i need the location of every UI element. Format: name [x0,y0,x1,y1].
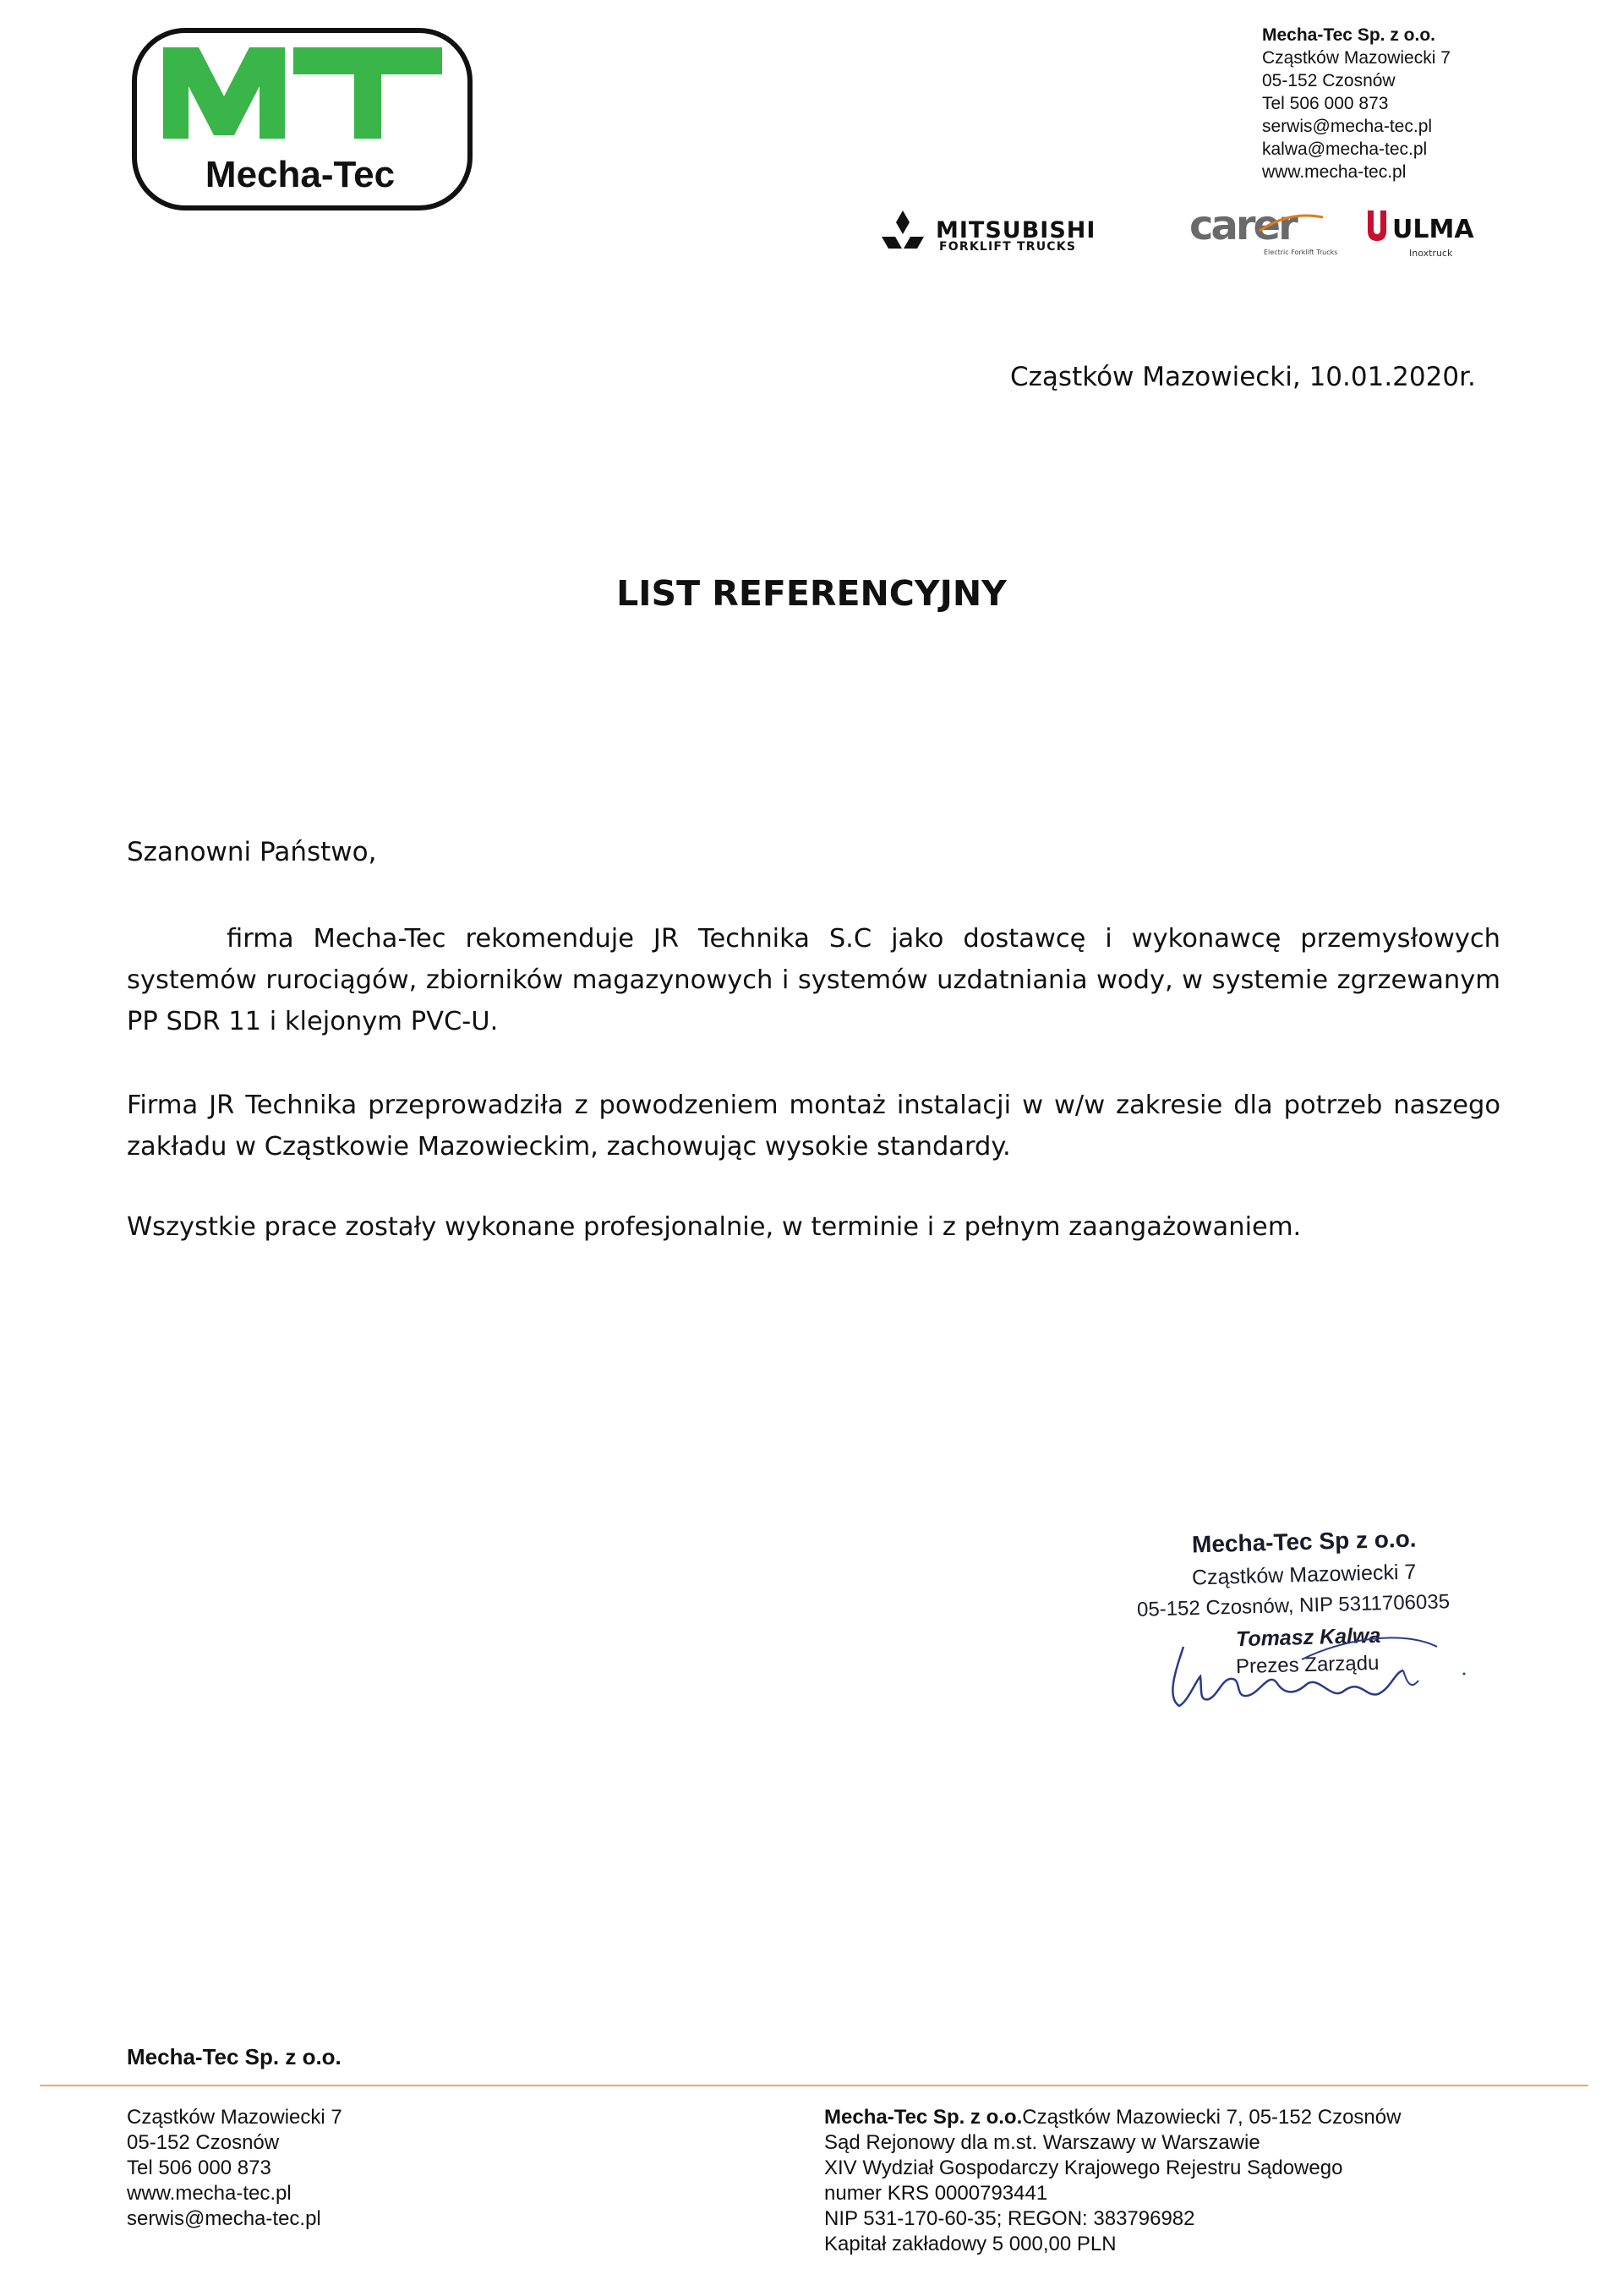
carer-sub: Electric Forklift Trucks [1264,249,1338,256]
footer-capital: Kapitał zakładowy 5 000,00 PLN [824,2233,1117,2255]
mitsubishi-name: MITSUBISHI [936,217,1096,243]
footer-reg-company: Mecha-Tec Sp. z o.o. [824,2106,1023,2129]
carer-name: carer [1189,205,1296,249]
company-address2: 05-152 Czosnów [1262,71,1396,90]
salutation: Szanowni Państwo, [127,837,377,867]
footer-krs: numer KRS 0000793441 [824,2182,1048,2205]
company-website: www.mecha-tec.pl [1262,162,1407,182]
company-phone: Tel 506 000 873 [1262,94,1389,113]
ulma-name: ULMA [1392,215,1474,244]
logo-text: Mecha-Tec [205,154,396,195]
signature [1150,1621,1471,1714]
footer-address2: 05-152 Czosnów [127,2131,280,2154]
company-stamp [1133,1525,1522,1714]
company-name: Mecha-Tec Sp. z o.o. [1262,25,1435,45]
body-paragraph-2: Firma JR Technika przeprowadziła z powodzeniem montaż instalacji w w/w zakresie dla potrzeb naszego zakładu w Cząstkowie Mazowieckim, zachowując wysokie standardy. [127,1091,1500,1162]
footer-contact [127,2105,342,2232]
footer-email: serwis@mecha-tec.pl [127,2207,321,2230]
body-paragraph-3: Wszystkie prace zostały wykonane profesjonalnie, w terminie i z pełnym zaangażowaniem. [127,1212,1302,1242]
footer-website: www.mecha-tec.pl [127,2182,292,2205]
company-email-kalwa: kalwa@mecha-tec.pl [1262,139,1428,159]
mitsubishi-logo [882,210,1096,254]
letter-date: Cząstków Mazowiecki, 10.01.2020r. [1010,362,1476,392]
company-email-serwis: serwis@mecha-tec.pl [1262,117,1433,136]
footer-address1: Cząstków Mazowiecki 7 [127,2106,342,2129]
mitsubishi-sub: FORKLIFT TRUCKS [939,240,1077,254]
stamp-person-role: Prezes Zarządu [1235,1651,1380,1679]
ulma-logo [1368,210,1474,259]
footer-registration [824,2105,1401,2257]
company-address1: Cząstków Mazowiecki 7 [1262,48,1451,68]
stamp-address: Cząstków Mazowiecki 7 [1191,1560,1417,1590]
stamp-company-name: Mecha-Tec Sp z o.o. [1191,1525,1417,1558]
brand-logos [875,205,1517,265]
letter-title: LIST REFERENCYJNY [616,573,1007,614]
footer-divider [40,2085,1588,2086]
carer-logo [1189,205,1337,256]
body-paragraph-1: firma Mecha-Tec rekomenduje JR Technika S.C jako dostawcę i wykonawcę przemysłowych systemów rurociągów, zbiorników magazynowych i systemów uzdatniania wody, w systemie zgrzewanym PP SDR 11 i klejonym PVC-U. [127,924,1500,1036]
footer-nip-regon: NIP 531-170-60-35; REGON: 383796982 [824,2207,1195,2230]
footer-court: Sąd Rejonowy dla m.st. Warszawy w Warszawie [824,2131,1260,2154]
ulma-sub: Inoxtruck [1409,248,1453,259]
footer-phone: Tel 506 000 873 [127,2157,271,2179]
mecha-tec-logo [131,27,473,211]
stamp-person-name: Tomasz Kalwa [1235,1623,1381,1652]
stamp-postal-nip: 05-152 Czosnów, NIP 5311706035 [1136,1590,1451,1621]
footer-company-name: Mecha-Tec Sp. z o.o. [127,2044,342,2069]
footer-division: XIV Wydział Gospodarczy Krajowego Rejestru Sądowego [824,2157,1343,2179]
footer-reg-address: Cząstków Mazowiecki 7, 05-152 Czosnów [1022,2106,1402,2129]
footer-reg-header [824,2105,1401,2130]
company-header-info [1262,24,1451,183]
